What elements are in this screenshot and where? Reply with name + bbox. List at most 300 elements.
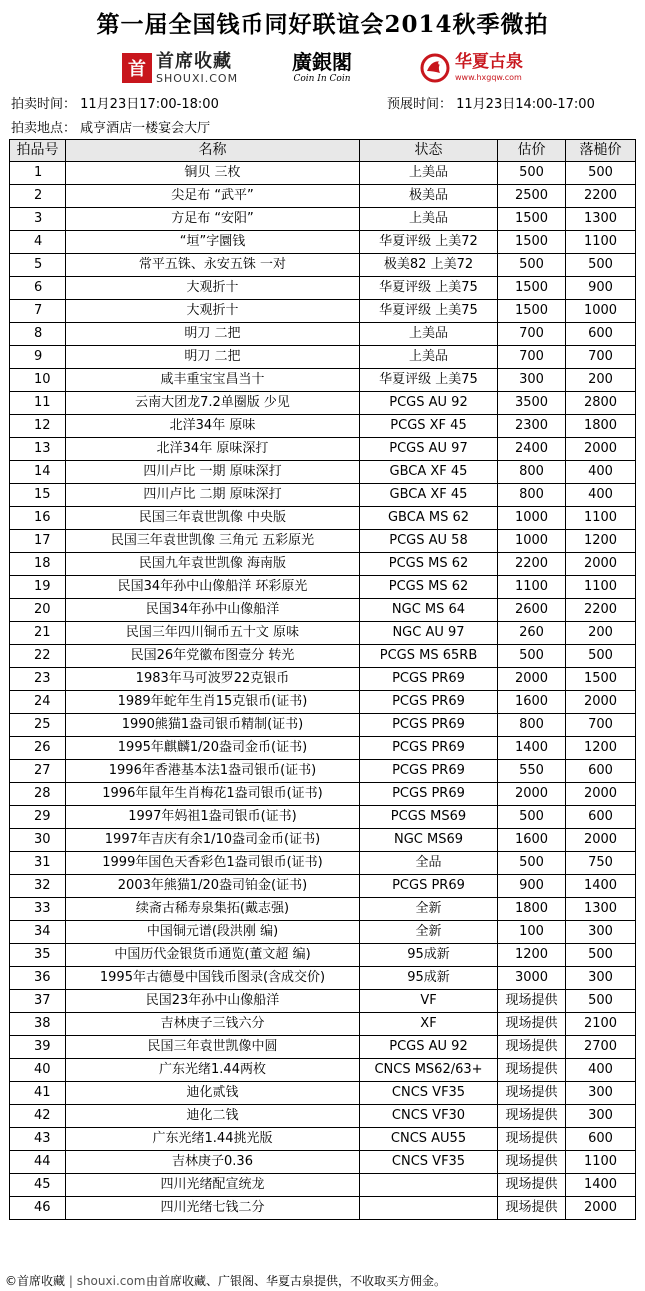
hammer-price-cell: 2200 bbox=[566, 185, 636, 208]
condition-cell: PCGS PR69 bbox=[360, 691, 498, 714]
table-row bbox=[10, 162, 636, 185]
estimate-cell: 1500 bbox=[498, 231, 566, 254]
estimate-cell: 现场提供 bbox=[498, 1013, 566, 1036]
hammer-price-cell: 2700 bbox=[566, 1036, 636, 1059]
hammer-price-cell: 700 bbox=[566, 714, 636, 737]
estimate-cell: 现场提供 bbox=[498, 990, 566, 1013]
hammer-price-cell: 400 bbox=[566, 1059, 636, 1082]
name-cell: 1983年马可波罗22克银币 bbox=[66, 668, 360, 691]
lot-number-cell: 7 bbox=[10, 300, 66, 323]
estimate-cell: 2300 bbox=[498, 415, 566, 438]
table-row bbox=[10, 852, 636, 875]
table-row bbox=[10, 1105, 636, 1128]
estimate-cell: 3500 bbox=[498, 392, 566, 415]
hammer-price-cell: 2000 bbox=[566, 438, 636, 461]
name-cell: 明刀 二把 bbox=[66, 346, 360, 369]
lot-number-cell: 14 bbox=[10, 461, 66, 484]
name-cell: 吉林庚子0.36 bbox=[66, 1151, 360, 1174]
condition-cell: NGC MS 64 bbox=[360, 599, 498, 622]
estimate-cell: 现场提供 bbox=[498, 1128, 566, 1151]
estimate-cell: 500 bbox=[498, 645, 566, 668]
table-row bbox=[10, 806, 636, 829]
table-row bbox=[10, 921, 636, 944]
col-header-lot-number: 拍品号 bbox=[10, 140, 66, 162]
table-row bbox=[10, 484, 636, 507]
lot-number-cell: 21 bbox=[10, 622, 66, 645]
condition-cell: PCGS PR69 bbox=[360, 737, 498, 760]
lot-number-cell: 33 bbox=[10, 898, 66, 921]
table-row bbox=[10, 898, 636, 921]
table-row bbox=[10, 622, 636, 645]
hammer-price-cell: 500 bbox=[566, 162, 636, 185]
table-row bbox=[10, 208, 636, 231]
name-cell: 迪化二钱 bbox=[66, 1105, 360, 1128]
estimate-cell: 1800 bbox=[498, 898, 566, 921]
estimate-cell: 2000 bbox=[498, 668, 566, 691]
lot-number-cell: 26 bbox=[10, 737, 66, 760]
table-row bbox=[10, 185, 636, 208]
lot-number-cell: 15 bbox=[10, 484, 66, 507]
condition-cell bbox=[360, 1174, 498, 1197]
table-row bbox=[10, 323, 636, 346]
hammer-price-cell: 300 bbox=[566, 921, 636, 944]
lot-number-cell: 22 bbox=[10, 645, 66, 668]
estimate-cell: 900 bbox=[498, 875, 566, 898]
hammer-price-cell: 300 bbox=[566, 1082, 636, 1105]
name-cell: 广东光绪1.44两枚 bbox=[66, 1059, 360, 1082]
footer-note: 由首席收藏、广银阁、华夏古泉提供，不收取买方佣金。 bbox=[146, 1274, 447, 1288]
hammer-price-cell: 1200 bbox=[566, 530, 636, 553]
name-cell: 1999年国色天香彩色1盎司银币(证书) bbox=[66, 852, 360, 875]
estimate-cell: 100 bbox=[498, 921, 566, 944]
hammer-price-cell: 200 bbox=[566, 622, 636, 645]
hammer-price-cell: 1100 bbox=[566, 231, 636, 254]
hammer-price-cell: 600 bbox=[566, 760, 636, 783]
estimate-cell: 500 bbox=[498, 162, 566, 185]
lot-number-cell: 24 bbox=[10, 691, 66, 714]
table-row bbox=[10, 714, 636, 737]
name-cell: 民国九年袁世凯像 海南版 bbox=[66, 553, 360, 576]
auction-results-table bbox=[9, 139, 636, 1220]
name-cell: 方足布 “安阳” bbox=[66, 208, 360, 231]
table-row bbox=[10, 737, 636, 760]
estimate-cell: 现场提供 bbox=[498, 1082, 566, 1105]
estimate-cell: 1500 bbox=[498, 277, 566, 300]
table-row bbox=[10, 438, 636, 461]
condition-cell: 华夏评级 上美72 bbox=[360, 231, 498, 254]
lot-number-cell: 3 bbox=[10, 208, 66, 231]
hammer-price-cell: 1100 bbox=[566, 576, 636, 599]
hammer-price-cell: 400 bbox=[566, 484, 636, 507]
guangyin-logo-slogan: Coin In Coin bbox=[293, 74, 351, 84]
hammer-price-cell: 700 bbox=[566, 346, 636, 369]
estimate-cell: 现场提供 bbox=[498, 1174, 566, 1197]
huaxia-logo-name: 华夏古泉 bbox=[455, 52, 523, 72]
table-row bbox=[10, 1151, 636, 1174]
condition-cell: PCGS PR69 bbox=[360, 875, 498, 898]
condition-cell bbox=[360, 1197, 498, 1220]
condition-cell: PCGS AU 92 bbox=[360, 392, 498, 415]
condition-cell: 华夏评级 上美75 bbox=[360, 369, 498, 392]
huaxia-logo bbox=[418, 48, 523, 88]
lot-number-cell: 32 bbox=[10, 875, 66, 898]
name-cell: “垣”字圜钱 bbox=[66, 231, 360, 254]
estimate-cell: 现场提供 bbox=[498, 1151, 566, 1174]
table-row bbox=[10, 507, 636, 530]
lot-number-cell: 28 bbox=[10, 783, 66, 806]
condition-cell: PCGS PR69 bbox=[360, 668, 498, 691]
page-title: 第一届全国钱币同好联谊会2014秋季微拍 bbox=[96, 11, 549, 38]
name-cell: 1996年鼠年生肖梅花1盎司银币(证书) bbox=[66, 783, 360, 806]
lot-number-cell: 31 bbox=[10, 852, 66, 875]
estimate-cell: 1600 bbox=[498, 691, 566, 714]
lot-number-cell: 30 bbox=[10, 829, 66, 852]
hammer-price-cell: 1800 bbox=[566, 415, 636, 438]
hammer-price-cell: 1400 bbox=[566, 1174, 636, 1197]
table-row bbox=[10, 1128, 636, 1151]
lot-number-cell: 18 bbox=[10, 553, 66, 576]
condition-cell: CNCS MS62/63+ bbox=[360, 1059, 498, 1082]
hammer-price-cell: 1100 bbox=[566, 507, 636, 530]
table-row bbox=[10, 645, 636, 668]
condition-cell: PCGS MS 62 bbox=[360, 576, 498, 599]
hammer-price-cell: 1400 bbox=[566, 875, 636, 898]
hammer-price-cell: 1300 bbox=[566, 898, 636, 921]
hammer-price-cell: 2000 bbox=[566, 1197, 636, 1220]
estimate-cell: 1500 bbox=[498, 208, 566, 231]
name-cell: 民国34年孙中山像船洋 环彩原光 bbox=[66, 576, 360, 599]
hammer-price-cell: 2200 bbox=[566, 599, 636, 622]
estimate-cell: 2400 bbox=[498, 438, 566, 461]
estimate-cell: 500 bbox=[498, 254, 566, 277]
hammer-price-cell: 300 bbox=[566, 967, 636, 990]
name-cell: 大观折十 bbox=[66, 277, 360, 300]
table-row bbox=[10, 553, 636, 576]
table-row bbox=[10, 668, 636, 691]
condition-cell: PCGS PR69 bbox=[360, 760, 498, 783]
estimate-cell: 现场提供 bbox=[498, 1036, 566, 1059]
name-cell: 2003年熊猫1/20盎司铂金(证书) bbox=[66, 875, 360, 898]
hammer-price-cell: 2800 bbox=[566, 392, 636, 415]
lot-number-cell: 16 bbox=[10, 507, 66, 530]
hammer-price-cell: 2000 bbox=[566, 553, 636, 576]
lot-number-cell: 13 bbox=[10, 438, 66, 461]
name-cell: 吉林庚子三钱六分 bbox=[66, 1013, 360, 1036]
name-cell: 1997年吉庆有余1/10盎司金币(证书) bbox=[66, 829, 360, 852]
table-row bbox=[10, 415, 636, 438]
hammer-price-cell: 1100 bbox=[566, 1151, 636, 1174]
lot-number-cell: 17 bbox=[10, 530, 66, 553]
table-row bbox=[10, 300, 636, 323]
hammer-price-cell: 400 bbox=[566, 461, 636, 484]
lot-number-cell: 40 bbox=[10, 1059, 66, 1082]
guangyin-logo bbox=[292, 48, 352, 88]
estimate-cell: 700 bbox=[498, 323, 566, 346]
name-cell: 四川光绪配宣统龙 bbox=[66, 1174, 360, 1197]
lot-number-cell: 2 bbox=[10, 185, 66, 208]
shouxi-logo-domain: SHOUXI.COM bbox=[156, 71, 239, 85]
preview-time: 预展时间： 11月23日14:00-17:00 bbox=[387, 97, 595, 112]
condition-cell: GBCA MS 62 bbox=[360, 507, 498, 530]
name-cell: 明刀 二把 bbox=[66, 323, 360, 346]
lot-number-cell: 25 bbox=[10, 714, 66, 737]
name-cell: 常平五铢、永安五铢 一对 bbox=[66, 254, 360, 277]
hammer-price-cell: 500 bbox=[566, 990, 636, 1013]
lot-number-cell: 9 bbox=[10, 346, 66, 369]
hammer-price-cell: 600 bbox=[566, 323, 636, 346]
table-row bbox=[10, 1013, 636, 1036]
name-cell: 1989年蛇年生肖15克银币(证书) bbox=[66, 691, 360, 714]
condition-cell: CNCS VF35 bbox=[360, 1082, 498, 1105]
condition-cell: PCGS AU 58 bbox=[360, 530, 498, 553]
huaxia-logo-url: www.hxgqw.com bbox=[455, 73, 522, 82]
table-row bbox=[10, 461, 636, 484]
hammer-price-cell: 500 bbox=[566, 944, 636, 967]
table-row bbox=[10, 346, 636, 369]
table-row bbox=[10, 254, 636, 277]
table-row bbox=[10, 392, 636, 415]
table-row bbox=[10, 277, 636, 300]
condition-cell: 上美品 bbox=[360, 208, 498, 231]
hammer-price-cell: 200 bbox=[566, 369, 636, 392]
name-cell: 中国铜元谱(段洪刚 编) bbox=[66, 921, 360, 944]
condition-cell: PCGS PR69 bbox=[360, 783, 498, 806]
lot-number-cell: 19 bbox=[10, 576, 66, 599]
sponsor-logos bbox=[0, 48, 645, 88]
hammer-price-cell: 600 bbox=[566, 1128, 636, 1151]
name-cell: 北洋34年 原味深打 bbox=[66, 438, 360, 461]
col-header-estimate: 估价 bbox=[498, 140, 566, 162]
hammer-price-cell: 1200 bbox=[566, 737, 636, 760]
estimate-cell: 1100 bbox=[498, 576, 566, 599]
table-row bbox=[10, 944, 636, 967]
condition-cell: VF bbox=[360, 990, 498, 1013]
table-row bbox=[10, 875, 636, 898]
col-header-hammer-price: 落槌价 bbox=[566, 140, 636, 162]
lot-number-cell: 5 bbox=[10, 254, 66, 277]
condition-cell: PCGS MS 62 bbox=[360, 553, 498, 576]
lot-number-cell: 37 bbox=[10, 990, 66, 1013]
name-cell: 大观折十 bbox=[66, 300, 360, 323]
table-row bbox=[10, 1174, 636, 1197]
name-cell: 铜贝 三枚 bbox=[66, 162, 360, 185]
watermark-logo: ©首席收藏 bbox=[5, 1274, 66, 1288]
condition-cell: 95成新 bbox=[360, 944, 498, 967]
hammer-price-cell: 2000 bbox=[566, 783, 636, 806]
condition-cell: PCGS MS 65RB bbox=[360, 645, 498, 668]
condition-cell: NGC MS69 bbox=[360, 829, 498, 852]
estimate-cell: 现场提供 bbox=[498, 1197, 566, 1220]
lot-number-cell: 41 bbox=[10, 1082, 66, 1105]
name-cell: 广东光绪1.44挑光版 bbox=[66, 1128, 360, 1151]
table-row bbox=[10, 599, 636, 622]
watermark-site: | shouxi.com bbox=[68, 1274, 146, 1288]
lot-number-cell: 38 bbox=[10, 1013, 66, 1036]
name-cell: 民国23年孙中山像船洋 bbox=[66, 990, 360, 1013]
col-header-condition: 状态 bbox=[360, 140, 498, 162]
table-row bbox=[10, 783, 636, 806]
hammer-price-cell: 600 bbox=[566, 806, 636, 829]
table-row bbox=[10, 1197, 636, 1220]
condition-cell: 极美品 bbox=[360, 185, 498, 208]
condition-cell: CNCS VF30 bbox=[360, 1105, 498, 1128]
name-cell: 迪化贰钱 bbox=[66, 1082, 360, 1105]
table-row bbox=[10, 990, 636, 1013]
lot-number-cell: 10 bbox=[10, 369, 66, 392]
lot-number-cell: 1 bbox=[10, 162, 66, 185]
shouxi-logo-name: 首席收藏 bbox=[156, 50, 232, 72]
lot-number-cell: 34 bbox=[10, 921, 66, 944]
table-row bbox=[10, 369, 636, 392]
condition-cell: PCGS XF 45 bbox=[360, 415, 498, 438]
lot-number-cell: 23 bbox=[10, 668, 66, 691]
estimate-cell: 2500 bbox=[498, 185, 566, 208]
shouxi-watermark bbox=[2, 1272, 148, 1289]
condition-cell: PCGS PR69 bbox=[360, 714, 498, 737]
condition-cell: PCGS MS69 bbox=[360, 806, 498, 829]
name-cell: 1995年古德曼中国钱币图录(含成交价) bbox=[66, 967, 360, 990]
estimate-cell: 3000 bbox=[498, 967, 566, 990]
hammer-price-cell: 300 bbox=[566, 1105, 636, 1128]
condition-cell: 95成新 bbox=[360, 967, 498, 990]
estimate-cell: 300 bbox=[498, 369, 566, 392]
estimate-cell: 1000 bbox=[498, 507, 566, 530]
name-cell: 续斋古稀寿泉集拓(戴志强) bbox=[66, 898, 360, 921]
lot-number-cell: 43 bbox=[10, 1128, 66, 1151]
table-header-row bbox=[10, 140, 636, 162]
hammer-price-cell: 1500 bbox=[566, 668, 636, 691]
estimate-cell: 500 bbox=[498, 806, 566, 829]
condition-cell: 极美82 上美72 bbox=[360, 254, 498, 277]
hammer-price-cell: 2000 bbox=[566, 691, 636, 714]
footer bbox=[0, 1270, 645, 1291]
estimate-cell: 800 bbox=[498, 461, 566, 484]
lot-number-cell: 46 bbox=[10, 1197, 66, 1220]
condition-cell: NGC AU 97 bbox=[360, 622, 498, 645]
hammer-price-cell: 2000 bbox=[566, 829, 636, 852]
condition-cell: 全新 bbox=[360, 898, 498, 921]
estimate-cell: 2600 bbox=[498, 599, 566, 622]
hammer-price-cell: 1000 bbox=[566, 300, 636, 323]
name-cell: 咸丰重宝宝昌当十 bbox=[66, 369, 360, 392]
name-cell: 云南大团龙7.2单圈版 少见 bbox=[66, 392, 360, 415]
hammer-price-cell: 750 bbox=[566, 852, 636, 875]
table-row bbox=[10, 967, 636, 990]
estimate-cell: 2000 bbox=[498, 783, 566, 806]
estimate-cell: 2200 bbox=[498, 553, 566, 576]
condition-cell: 全新 bbox=[360, 921, 498, 944]
hammer-price-cell: 2100 bbox=[566, 1013, 636, 1036]
estimate-cell: 800 bbox=[498, 714, 566, 737]
name-cell: 1990熊猫1盎司银币精制(证书) bbox=[66, 714, 360, 737]
name-cell: 四川光绪七钱二分 bbox=[66, 1197, 360, 1220]
name-cell: 1995年麒麟1/20盎司金币(证书) bbox=[66, 737, 360, 760]
hammer-price-cell: 500 bbox=[566, 254, 636, 277]
name-cell: 四川卢比 一期 原味深打 bbox=[66, 461, 360, 484]
table-row bbox=[10, 576, 636, 599]
lot-number-cell: 39 bbox=[10, 1036, 66, 1059]
name-cell: 北洋34年 原味 bbox=[66, 415, 360, 438]
table-row bbox=[10, 691, 636, 714]
name-cell: 1997年妈祖1盎司银币(证书) bbox=[66, 806, 360, 829]
auction-time: 拍卖时间： 11月23日17:00-18:00 bbox=[11, 97, 219, 112]
hammer-price-cell: 900 bbox=[566, 277, 636, 300]
lot-number-cell: 35 bbox=[10, 944, 66, 967]
estimate-cell: 1600 bbox=[498, 829, 566, 852]
col-header-name: 名称 bbox=[66, 140, 360, 162]
lot-number-cell: 4 bbox=[10, 231, 66, 254]
lot-number-cell: 45 bbox=[10, 1174, 66, 1197]
name-cell: 1996年香港基本法1盎司银币(证书) bbox=[66, 760, 360, 783]
shouxi-logo bbox=[122, 48, 238, 88]
lot-number-cell: 36 bbox=[10, 967, 66, 990]
table-row bbox=[10, 1059, 636, 1082]
condition-cell: PCGS AU 92 bbox=[360, 1036, 498, 1059]
auction-location: 拍卖地点： 咸亨酒店一楼宴会大厅 bbox=[11, 121, 211, 136]
condition-cell: 上美品 bbox=[360, 346, 498, 369]
condition-cell: 华夏评级 上美75 bbox=[360, 277, 498, 300]
estimate-cell: 550 bbox=[498, 760, 566, 783]
estimate-cell: 800 bbox=[498, 484, 566, 507]
table-row bbox=[10, 1082, 636, 1105]
name-cell: 民国三年袁世凯像 中央版 bbox=[66, 507, 360, 530]
table-row bbox=[10, 530, 636, 553]
lot-number-cell: 27 bbox=[10, 760, 66, 783]
condition-cell: 全品 bbox=[360, 852, 498, 875]
estimate-cell: 700 bbox=[498, 346, 566, 369]
name-cell: 民国三年四川铜币五十文 原味 bbox=[66, 622, 360, 645]
lot-number-cell: 42 bbox=[10, 1105, 66, 1128]
estimate-cell: 1200 bbox=[498, 944, 566, 967]
condition-cell: 上美品 bbox=[360, 162, 498, 185]
dragon-emblem-icon bbox=[418, 51, 452, 85]
condition-cell: XF bbox=[360, 1013, 498, 1036]
lot-number-cell: 20 bbox=[10, 599, 66, 622]
lot-number-cell: 11 bbox=[10, 392, 66, 415]
lot-number-cell: 29 bbox=[10, 806, 66, 829]
shouxi-mark-icon: 首 bbox=[122, 53, 152, 83]
estimate-cell: 1400 bbox=[498, 737, 566, 760]
estimate-cell: 1500 bbox=[498, 300, 566, 323]
table-row bbox=[10, 760, 636, 783]
table-row bbox=[10, 231, 636, 254]
condition-cell: GBCA XF 45 bbox=[360, 461, 498, 484]
condition-cell: CNCS VF35 bbox=[360, 1151, 498, 1174]
lot-number-cell: 8 bbox=[10, 323, 66, 346]
name-cell: 民国34年孙中山像船洋 bbox=[66, 599, 360, 622]
name-cell: 四川卢比 二期 原味深打 bbox=[66, 484, 360, 507]
lot-number-cell: 12 bbox=[10, 415, 66, 438]
hammer-price-cell: 1300 bbox=[566, 208, 636, 231]
condition-cell: GBCA XF 45 bbox=[360, 484, 498, 507]
name-cell: 尖足布 “武平” bbox=[66, 185, 360, 208]
hammer-price-cell: 500 bbox=[566, 645, 636, 668]
table-row bbox=[10, 1036, 636, 1059]
condition-cell: CNCS AU55 bbox=[360, 1128, 498, 1151]
condition-cell: 华夏评级 上美75 bbox=[360, 300, 498, 323]
condition-cell: 上美品 bbox=[360, 323, 498, 346]
name-cell: 中国历代金银货币通览(董文超 编) bbox=[66, 944, 360, 967]
guangyin-logo-name: 廣銀閣 bbox=[292, 50, 352, 74]
table-row bbox=[10, 829, 636, 852]
lot-number-cell: 44 bbox=[10, 1151, 66, 1174]
name-cell: 民国三年袁世凯像中圆 bbox=[66, 1036, 360, 1059]
name-cell: 民国三年袁世凯像 三角元 五彩原光 bbox=[66, 530, 360, 553]
estimate-cell: 500 bbox=[498, 852, 566, 875]
estimate-cell: 现场提供 bbox=[498, 1105, 566, 1128]
estimate-cell: 1000 bbox=[498, 530, 566, 553]
condition-cell: PCGS AU 97 bbox=[360, 438, 498, 461]
